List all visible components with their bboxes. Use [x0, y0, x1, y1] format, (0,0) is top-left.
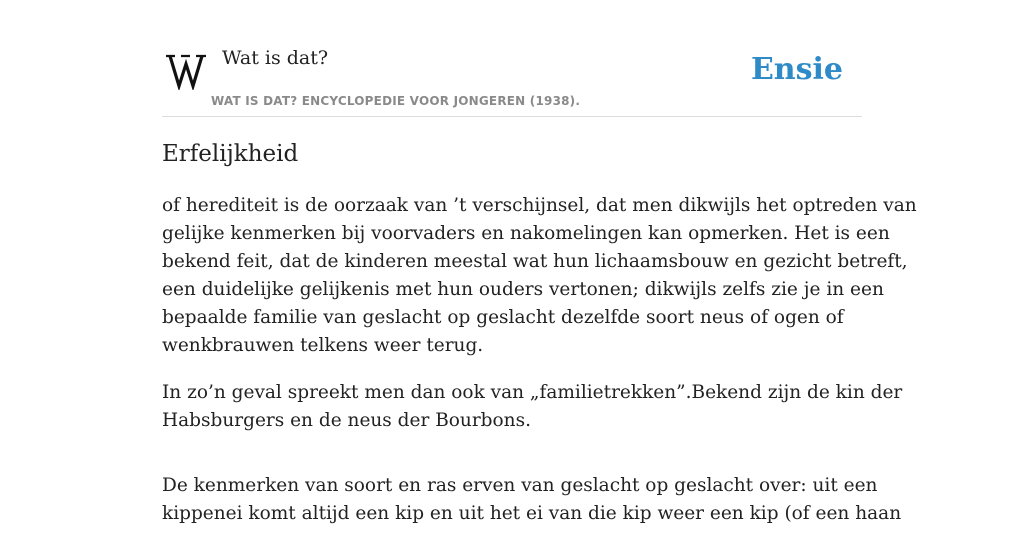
- paragraph-3: [162, 472, 902, 528]
- text-line: In zo’n geval spreekt men dan ook van „familietrekken”.Bekend zijn de kin der: [162, 382, 903, 403]
- article-body: [162, 192, 917, 547]
- paragraph-2: [162, 379, 903, 435]
- paragraph-1: [162, 192, 917, 360]
- text-line: kippenei komt altijd een kip en uit het ei van die kip weer een kip (of een haan: [162, 503, 902, 524]
- article-page: [162, 0, 917, 524]
- ensie-logo[interactable]: Ensie: [750, 52, 843, 87]
- text-line: Habsburgers en de neus der Bourbons.: [162, 410, 531, 431]
- text-line: gelijke kenmerken bij voorvaders en nakomelingen kan opmerken. Het is een: [162, 223, 890, 244]
- wikisource-w-icon[interactable]: [165, 52, 207, 90]
- page-header: [162, 0, 862, 117]
- text-line: wenkbrauwen telkens weer terug.: [162, 335, 484, 356]
- source-subtitle: WAT IS DAT? ENCYCLOPEDIE VOOR JONGEREN (1938).: [211, 94, 581, 108]
- text-line: een duidelijke gelijkenis met hun ouders vertonen; dikwijls zelfs zie je in een: [162, 279, 884, 300]
- source-title[interactable]: Wat is dat?: [222, 47, 329, 69]
- text-line: of herediteit is de oorzaak van ’t verschijnsel, dat men dikwijls het optreden van: [162, 195, 917, 216]
- article-title: Erfelijkheid: [162, 141, 299, 167]
- text-line: bekend feit, dat de kinderen meestal wat hun lichaamsbouw en gezicht betreft,: [162, 251, 908, 272]
- text-line: bepaalde familie van geslacht op geslacht dezelfde soort neus of ogen of: [162, 307, 844, 328]
- text-line: De kenmerken van soort en ras erven van geslacht op geslacht over: uit een: [162, 475, 878, 496]
